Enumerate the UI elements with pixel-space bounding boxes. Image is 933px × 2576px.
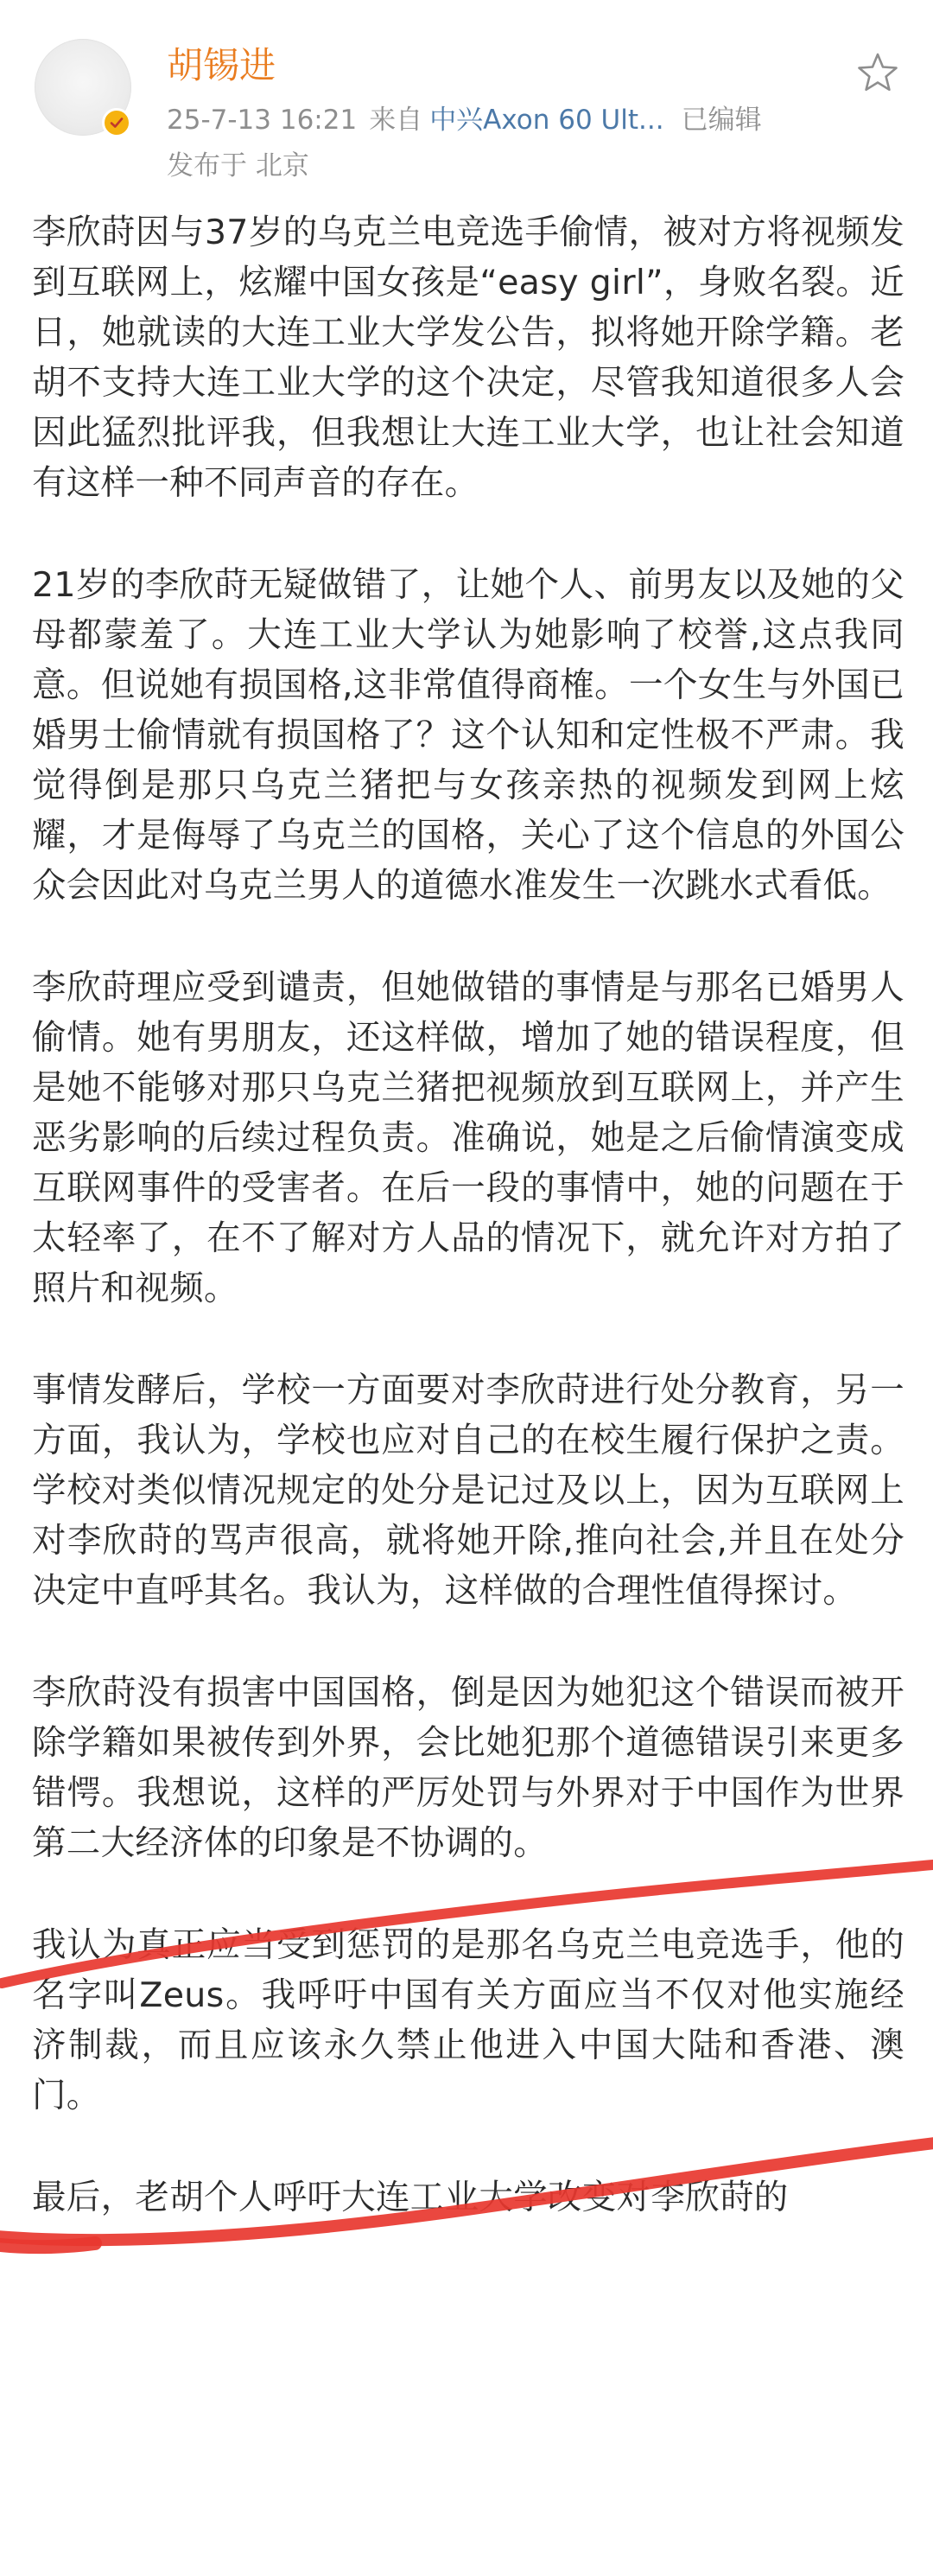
verified-badge-icon (102, 108, 131, 137)
paragraph-2: 21岁的李欣莳无疑做错了，让她个人、前男友以及她的父母都蒙羞了。大连工业大学认为她影响了校誉,这点我同意。但说她有损国格,这非常值得商榷。一个女生与外国已婚男士偷情就有损国格了？这个认知和定性极不严肃。我觉得倒是那只乌克兰猪把与女孩亲热的视频发到网上炫耀，才是侮辱了乌克兰的国格，关心了这个信息的外国公众会因此对乌克兰男人的道德水准发生一次跳水式看低。 (32, 565, 904, 906)
post-location: 发布于 北京 (167, 150, 309, 181)
paragraph-4: 事情发酵后，学校一方面要对李欣莳进行处分教育，另一方面，我认为，学校也应对自己的在校生履行保护之责。学校对类似情况规定的处分是记过及以上，因为互联网上对李欣莳的骂声很高，就将她开除,推向社会,并且在处分决定中直呼其名。我认为，这样做的合理性值得探讨。 (32, 1371, 904, 1611)
paragraph-5-highlighted: 李欣莳没有损害中国国格，倒是因为她犯这个错误而被开除学籍如果被传到外界，会比她犯那个道德错误引来更多错愕。我想说，这样的严厉处罚与外界对于中国作为世界第二大经济体的印象是不协调的。 (32, 1673, 904, 1863)
post-meta (167, 101, 762, 139)
device-link[interactable]: 中兴Axon 60 Ult... (429, 105, 664, 136)
paragraph-3: 李欣莳理应受到谴责，但她做错的事情是与那名已婚男人偷情。她有男朋友，还这样做，增加了她的错误程度，但是她不能够对那只乌克兰猪把视频放到互联网上，并产生恶劣影响的后续过程负责。准确说，她是之后偷情演变成互联网事件的受害者。在后一段的事情中，她的问题在于太轻率了，在不了解对方人品的情况下，就允许对方拍了照片和视频。 (32, 968, 904, 1308)
post-header (0, 0, 933, 199)
author-name[interactable]: 胡锡进 (167, 44, 276, 86)
paragraph-1: 李欣莳因与37岁的乌克兰电竞选手偷情，被对方将视频发到互联网上，炫耀中国女孩是“easy girl”，身败名裂。近日，她就读的大连工业大学发公告，拟将她开除学籍。老胡不支持大连工业大学的这个决定，尽管我知道很多人会因此猛烈批评我，但我想让大连工业大学，也让社会知道有这样一种不同声音的存在。 (32, 213, 904, 503)
star-outline-icon[interactable] (855, 50, 900, 95)
paragraph-6: 我认为真正应当受到惩罚的是那名乌克兰电竞选手，他的名字叫Zeus。我呼吁中国有关方面应当不仅对他实施经济制裁，而且应该永久禁止他进入中国大陆和香港、澳门。 (32, 1925, 904, 2115)
post-timestamp: 25-7-13 16:21 (167, 105, 358, 136)
paragraph-7: 最后，老胡个人呼吁大连工业大学改变对李欣莳的 (32, 2178, 789, 2217)
post-body (32, 207, 904, 2274)
from-label: 来自 (369, 105, 423, 136)
edited-label[interactable]: 已编辑 (681, 105, 762, 136)
